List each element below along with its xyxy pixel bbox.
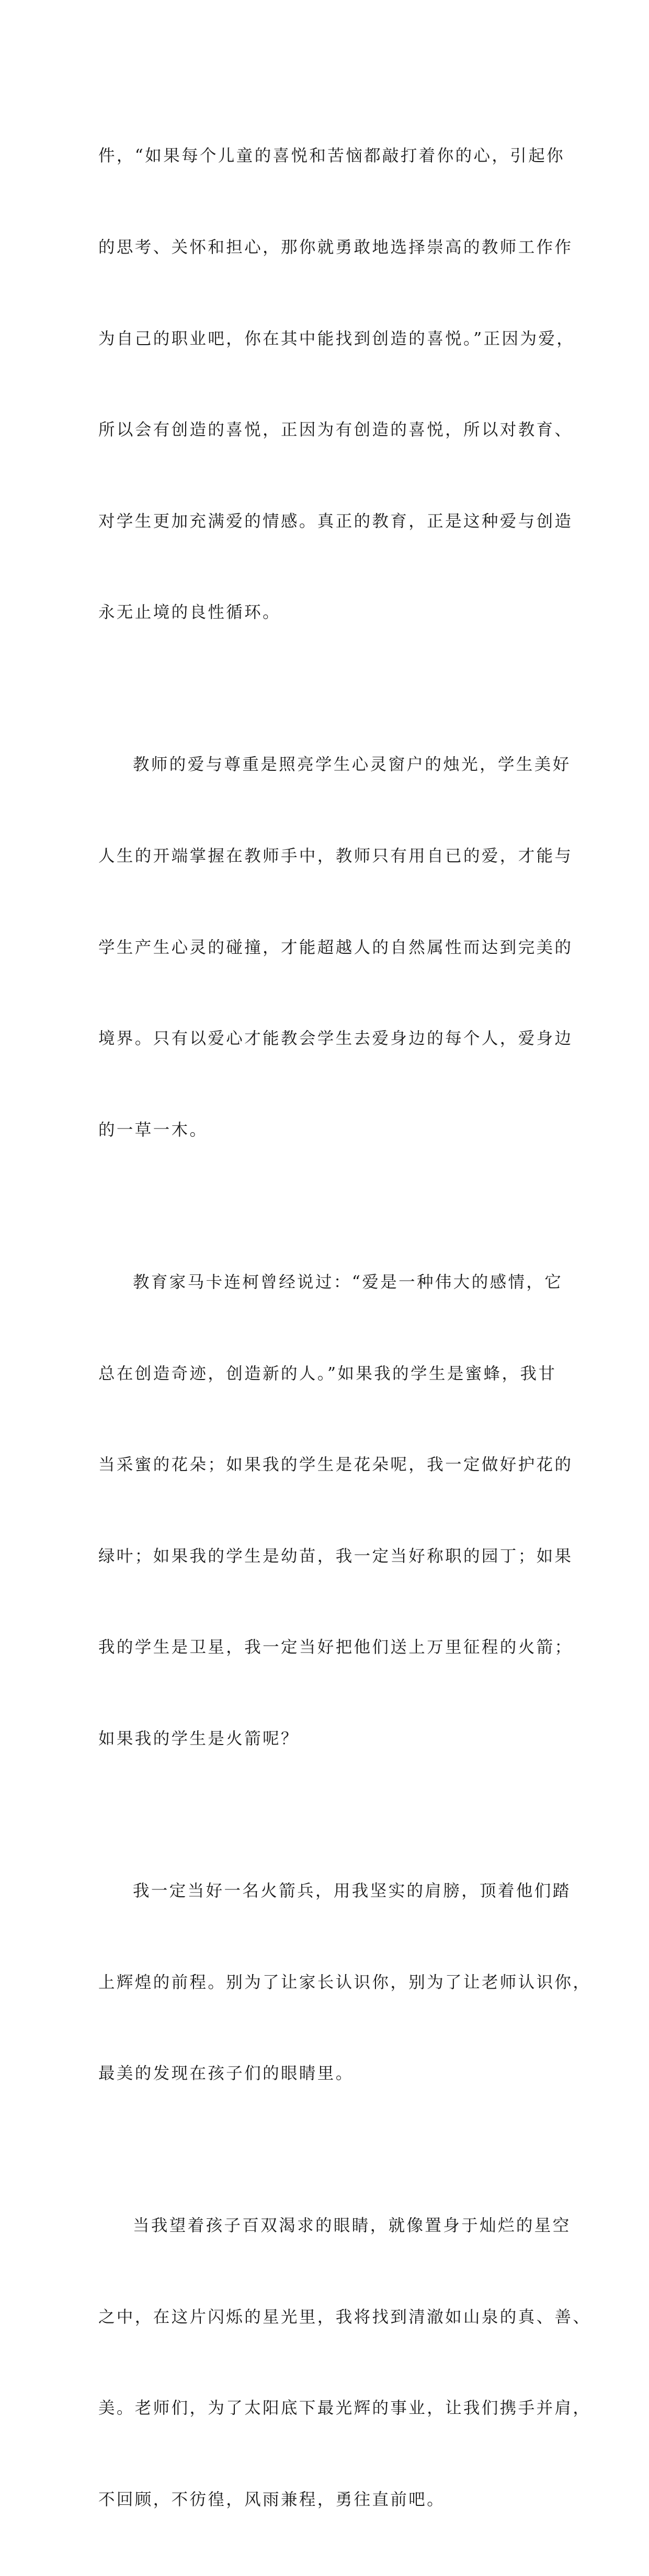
paragraph	[98, 1206, 573, 1815]
text-line: 我一定当好一名火箭兵，用我坚实的肩膀，顶着他们踏	[133, 1881, 571, 1900]
paragraph	[98, 2150, 591, 2576]
text-line: 学生产生心灵的碰撞，才能超越人的自然属性而达到完美的	[98, 938, 573, 957]
text-line: 教师的爱与尊重是照亮学生心灵窗户的烛光，学生美好	[133, 755, 571, 774]
text-line: 所以会有创造的喜悦，正因为有创造的喜悦，所以对教育、	[98, 420, 573, 440]
text-line: 永无止境的良性循环。	[98, 603, 281, 622]
text-line: 人生的开端掌握在教师手中，教师只有用自已的爱，才能与	[98, 847, 573, 866]
text-line: 境界。只有以爱心才能教会学生去爱身边的每个人，爱身边	[98, 1029, 573, 1048]
text-line: 上辉煌的前程。别为了让家长认识你，别为了让老师认识你，	[98, 1973, 591, 1992]
paragraph	[98, 80, 575, 689]
paragraph	[98, 689, 573, 1206]
text-line: 之中，在这片闪烁的星光里，我将找到清澈如山泉的真、善、	[98, 2307, 591, 2327]
text-line: 如果我的学生是火箭呢？	[98, 1729, 299, 1748]
text-line: 总在创造奇迹，创造新的人。”如果我的学生是蜜蜂，我甘	[98, 1364, 557, 1383]
text-line: 美。老师们，为了太阳底下最光辉的事业，让我们携手并肩，	[98, 2399, 591, 2418]
text-line: 绿叶；如果我的学生是幼苗，我一定当好称职的园丁；如果	[98, 1546, 573, 1566]
text-line: 的一草一木。	[98, 1120, 208, 1139]
text-line: 对学生更加充满爱的情感。真正的教育，正是这种爱与创造	[98, 511, 573, 531]
text-line: 为自己的职业吧，你在其中能找到创造的喜悦。”正因为爱，	[98, 329, 575, 348]
paragraph	[98, 1815, 591, 2150]
text-line: 当我望着孩子百双渴求的眼睛，就像置身于灿烂的星空	[133, 2216, 571, 2236]
text-line: 当采蜜的花朵；如果我的学生是花朵呢，我一定做好护花的	[98, 1455, 573, 1475]
text-line: 教育家马卡连柯曾经说过：“爱是一种伟大的感情，它	[133, 1272, 563, 1292]
text-line: 件，“如果每个儿童的喜悦和苦恼都敲打着你的心，引起你	[98, 146, 565, 166]
text-line: 我的学生是卫星，我一定当好把他们送上万里征程的火箭；	[98, 1638, 573, 1657]
body-text	[98, 80, 591, 2576]
text-line: 的思考、关怀和担心，那你就勇敢地选择崇高的教师工作作	[98, 238, 573, 257]
text-line: 不回顾，不彷徨，风雨兼程，勇往直前吧。	[98, 2490, 446, 2510]
text-line: 最美的发现在孩子们的眼睛里。	[98, 2064, 354, 2083]
